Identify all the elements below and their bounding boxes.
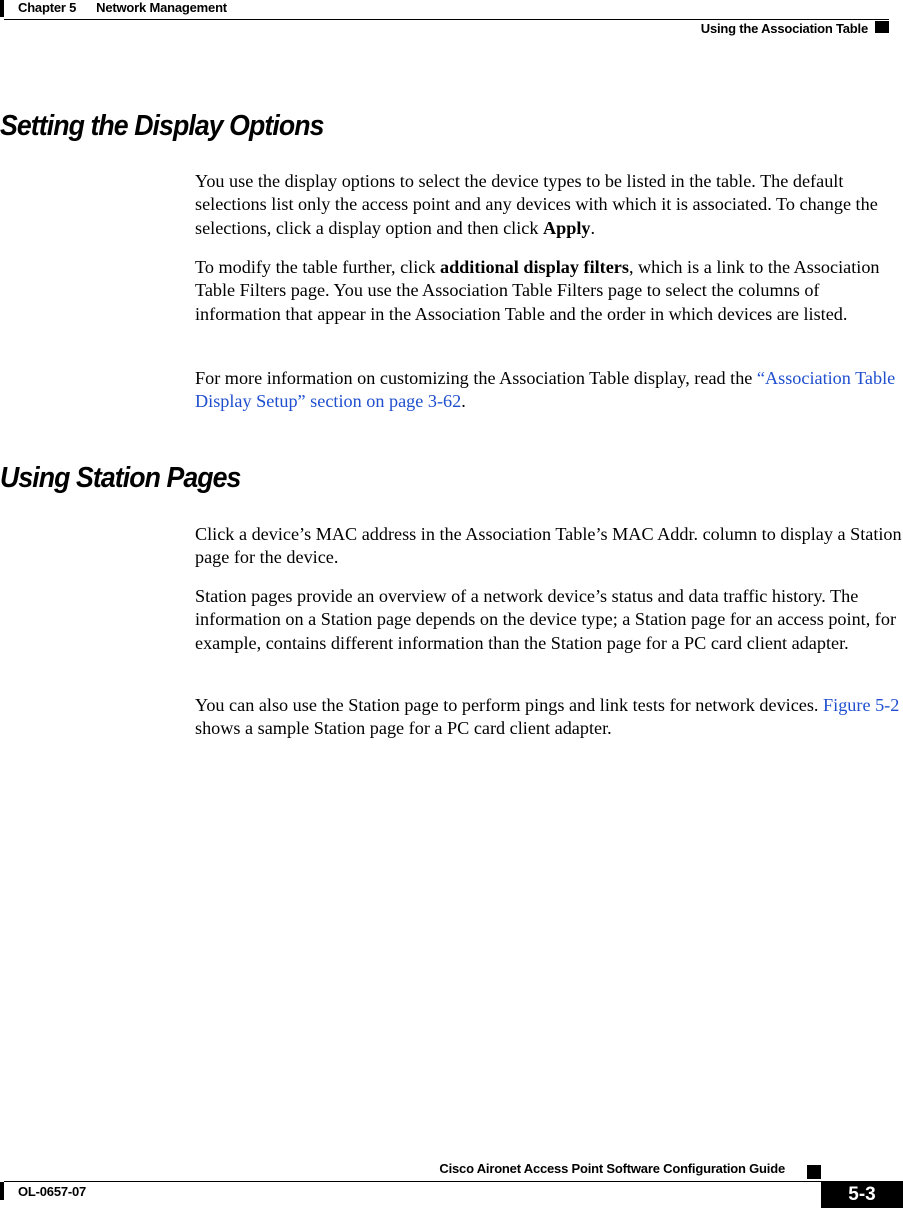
header-rule: [4, 19, 889, 20]
figure-5-2-link[interactable]: Figure 5-2: [823, 695, 900, 715]
paragraph-station-pages-2: Station pages provide an overview of a network device’s status and data traffic history. The information on a Station page depends on the device type; a Station page for an access point, for example, contains different information than the Station page for a PC card client adapter.: [195, 586, 897, 653]
association-table-display-setup-link[interactable]: “Association Table Display Setup” section on page 3-62: [195, 368, 896, 412]
footer-left-bar: [0, 1182, 4, 1200]
footer-doc-number: OL-0657-07: [18, 1184, 87, 1199]
section-heading-station-pages: Using Station Pages: [0, 462, 241, 494]
chapter-number: Chapter 5: [18, 0, 77, 15]
footer-page-number: 5-3: [821, 1182, 903, 1208]
footer-rule: [4, 1181, 903, 1182]
additional-display-filters-term: additional display filters: [439, 257, 629, 277]
running-header-section: Using the Association Table: [700, 21, 868, 36]
paragraph-display-options-2: To modify the table further, click additional display filters, which is a link to the Association Table Filters page. You use the Association Table Filters page to select the columns of information that appear in the Association Table and the order in which devices are listed.: [195, 257, 880, 324]
header-left-bar: [0, 0, 4, 17]
footer-guide-title: Cisco Aironet Access Point Software Configuration Guide: [439, 1161, 785, 1176]
footer-square-marker: [807, 1165, 821, 1179]
paragraph-station-pages-1: Click a device’s MAC address in the Association Table’s MAC Addr. column to display a Station page for the device.: [195, 524, 902, 568]
chapter-title: Network Management: [96, 0, 227, 15]
paragraph-station-pages-3: You can also use the Station page to perform pings and link tests for network devices. Figure 5-2 shows a sample Station page for a PC card client adapter.: [195, 695, 900, 739]
apply-term: Apply: [543, 217, 591, 238]
paragraph-display-options-1: You use the display options to select the device types to be listed in the table. The default selections list only the access point and any devices with which it is associated. To change the selections, click a display option and then click Apply.: [195, 171, 878, 238]
header-square-marker: [875, 21, 889, 33]
paragraph-display-options-3: For more information on customizing the Association Table display, read the “Association Table Display Setup” section on page 3-62.: [195, 368, 896, 412]
section-heading-display-options: Setting the Display Options: [0, 110, 324, 142]
running-header-chapter: [18, 0, 227, 15]
